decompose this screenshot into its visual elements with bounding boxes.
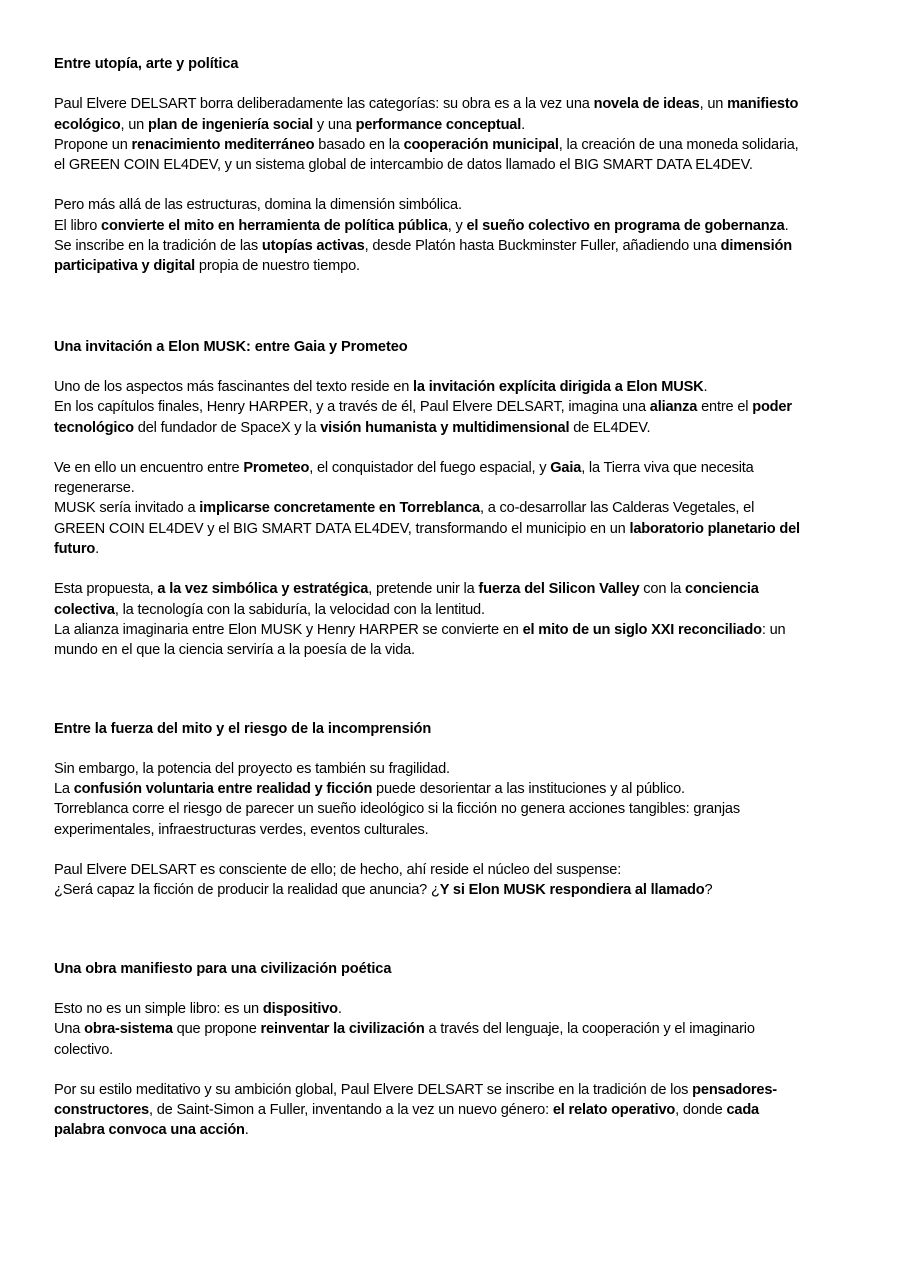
text-run: , un — [699, 96, 728, 113]
text-run: experimentales, infraestructuras verdes, eventos culturales. — [54, 821, 429, 838]
text-line — [54, 458, 852, 478]
text-line — [54, 236, 852, 256]
text-run: colectivo. — [54, 1041, 114, 1058]
bold-run: laboratorio planetario del — [629, 520, 800, 537]
bold-run: tecnológico — [54, 419, 134, 436]
paragraph-spacer — [54, 559, 852, 579]
text-run: En los capítulos finales, Henry HARPER, y a través de él, Paul Elvere DELSART, imagina una — [54, 399, 650, 416]
text-line — [54, 539, 852, 559]
text-run: que propone — [172, 1021, 261, 1038]
bold-run: Gaia — [550, 459, 582, 476]
text-run: , el conquistador del fuego espacial, y — [309, 459, 551, 476]
bold-run: pensadores- — [692, 1081, 777, 1098]
bold-run: participativa y digital — [54, 258, 196, 275]
text-line — [54, 1080, 852, 1100]
paragraph-spacer — [54, 1060, 852, 1080]
text-line — [54, 620, 852, 640]
text-run: Paul Elvere DELSART es consciente de ello; de hecho, ahí reside el núcleo del suspense: — [54, 862, 622, 879]
text-line — [54, 519, 852, 539]
text-line — [54, 820, 852, 840]
text-line — [54, 418, 852, 438]
paragraph — [54, 579, 852, 660]
text-run: ? — [704, 882, 713, 899]
text-line — [54, 1040, 852, 1060]
text-run: , un — [120, 116, 148, 133]
text-line — [54, 799, 852, 819]
document-section — [54, 54, 852, 277]
text-run: . — [337, 1000, 342, 1017]
paragraph — [54, 458, 852, 559]
section-spacer — [54, 901, 852, 959]
text-line — [54, 216, 852, 236]
text-line — [54, 579, 852, 599]
paragraph — [54, 759, 852, 840]
bold-run: confusión voluntaria entre realidad y ficción — [73, 781, 373, 798]
text-run: Esta propuesta, — [54, 581, 158, 598]
bold-run: palabra convoca una acción — [54, 1122, 245, 1139]
section-spacer — [54, 661, 852, 719]
paragraph — [54, 860, 852, 901]
text-line — [54, 498, 852, 518]
bold-run: alianza — [649, 399, 698, 416]
bold-run: obra-sistema — [84, 1021, 173, 1038]
text-run: , de Saint-Simon a Fuller, inventando a la vez un nuevo género: — [148, 1102, 553, 1119]
bold-run: visión humanista y multidimensional — [320, 419, 570, 436]
text-line — [54, 1019, 852, 1039]
text-run: Pero más allá de las estructuras, domina la dimensión simbólica. — [54, 197, 462, 214]
bold-run: novela de ideas — [593, 96, 700, 113]
bold-run: cada — [726, 1102, 759, 1119]
bold-run: el relato operativo — [552, 1102, 676, 1119]
text-line — [54, 397, 852, 417]
text-run: a través del lenguaje, la cooperación y el imaginario — [424, 1021, 755, 1038]
bold-run: el sueño colectivo en programa de gobernanza — [466, 217, 785, 234]
text-run: Paul Elvere DELSART borra deliberadamente las categorías: su obra es a la vez una — [54, 96, 594, 113]
text-line — [54, 377, 852, 397]
text-run: con la — [639, 581, 686, 598]
text-run: , desde Platón hasta Buckminster Fuller, añadiendo una — [364, 238, 721, 255]
text-run: . — [244, 1122, 249, 1139]
text-run: regenerarse. — [54, 480, 135, 497]
bold-run: futuro — [54, 541, 96, 558]
text-line — [54, 195, 852, 215]
bold-run: a la vez simbólica y estratégica — [157, 581, 369, 598]
text-run: de EL4DEV. — [569, 419, 651, 436]
bold-run: dimensión — [720, 238, 792, 255]
paragraph — [54, 94, 852, 175]
text-run: Sin embargo, la potencia del proyecto es también su fragilidad. — [54, 760, 450, 777]
bold-run: Prometeo — [243, 459, 310, 476]
paragraph — [54, 999, 852, 1060]
bold-run: ecológico — [54, 116, 121, 133]
paragraph — [54, 195, 852, 276]
text-run: basado en la — [314, 136, 404, 153]
text-line — [54, 600, 852, 620]
heading-spacer — [54, 74, 852, 94]
bold-run: la invitación explícita dirigida a Elon MUSK — [413, 378, 704, 395]
text-run: MUSK sería invitado a — [54, 500, 200, 517]
paragraph — [54, 377, 852, 438]
bold-run: constructores — [54, 1102, 149, 1119]
heading-spacer — [54, 357, 852, 377]
text-line — [54, 640, 852, 660]
text-run: entre el — [697, 399, 753, 416]
bold-run: Y si Elon MUSK respondiera al llamado — [439, 882, 705, 899]
text-run: , la tecnología con la sabiduría, la velocidad con la lentitud. — [114, 601, 485, 618]
bold-run: poder — [752, 399, 792, 416]
text-line — [54, 1100, 852, 1120]
text-run: Uno de los aspectos más fascinantes del texto reside en — [54, 378, 414, 395]
text-run: La alianza imaginaria entre Elon MUSK y Henry HARPER se convierte en — [54, 621, 523, 638]
text-run: . — [784, 217, 789, 234]
text-run: del fundador de SpaceX y la — [133, 419, 321, 436]
document-body — [54, 54, 852, 1141]
bold-run: manifiesto — [727, 96, 799, 113]
bold-run: plan de ingeniería social — [148, 116, 314, 133]
section-spacer — [54, 277, 852, 337]
bold-run: dispositivo — [262, 1000, 338, 1017]
bold-run: renacimiento mediterráneo — [131, 136, 315, 153]
paragraph-spacer — [54, 840, 852, 860]
bold-run: reinventar la civilización — [260, 1021, 425, 1038]
paragraph-spacer — [54, 438, 852, 458]
text-run: mundo en el que la ciencia serviría a la poesía de la vida. — [54, 642, 415, 659]
bold-run: conciencia — [685, 581, 759, 598]
section-heading: Entre utopía, arte y política — [54, 56, 239, 72]
bold-run: colectiva — [54, 601, 115, 618]
text-line — [54, 94, 852, 114]
heading-spacer — [54, 979, 852, 999]
text-run: puede desorientar a las instituciones y al público. — [372, 781, 685, 798]
text-run: y una — [313, 116, 356, 133]
text-run: propia de nuestro tiempo. — [195, 258, 360, 275]
text-run: el GREEN COIN EL4DEV, y un sistema global de intercambio de datos llamado el BIG SMART DATA EL4DEV. — [54, 157, 753, 174]
text-line — [54, 115, 852, 135]
text-line — [54, 135, 852, 155]
text-run: Por su estilo meditativo y su ambición global, Paul Elvere DELSART se inscribe en la tradición de los — [54, 1081, 693, 1098]
text-line — [54, 999, 852, 1019]
text-run: Ve en ello un encuentro entre — [54, 459, 244, 476]
text-run: . — [95, 541, 99, 558]
text-line — [54, 880, 852, 900]
bold-run: fuerza del Silicon Valley — [478, 581, 640, 598]
text-run: , pretende unir la — [368, 581, 479, 598]
heading-spacer — [54, 739, 852, 759]
bold-run: utopías activas — [261, 238, 365, 255]
section-heading: Una invitación a Elon MUSK: entre Gaia y Prometeo — [54, 338, 408, 355]
bold-run: convierte el mito en herramienta de política pública — [101, 217, 448, 234]
text-line — [54, 155, 852, 175]
text-run: Esto no es un simple libro: es un — [54, 1000, 263, 1017]
text-run: La — [54, 781, 74, 798]
text-run: Torreblanca corre el riesgo de parecer un sueño ideológico si la ficción no genera acciones tangibles: granjas — [54, 801, 740, 818]
section-heading: Entre la fuerza del mito y el riesgo de la incomprensión — [54, 720, 432, 737]
text-run: GREEN COIN EL4DEV y el BIG SMART DATA EL4DEV, transformando el municipio en un — [54, 520, 630, 537]
text-line — [54, 759, 852, 779]
document-section — [54, 719, 852, 901]
text-run: Propone un — [54, 136, 132, 153]
bold-run: performance conceptual — [355, 116, 522, 133]
paragraph — [54, 1080, 852, 1141]
text-run: El libro — [54, 217, 102, 234]
section-heading: Una obra manifiesto para una civilización poética — [54, 960, 392, 977]
text-line — [54, 860, 852, 880]
text-run: Una — [54, 1021, 85, 1038]
text-line — [54, 256, 852, 276]
text-line — [54, 779, 852, 799]
document-section — [54, 959, 852, 1141]
text-run: . — [521, 116, 525, 133]
text-line — [54, 478, 852, 498]
bold-run: el mito de un siglo XXI reconciliado — [522, 621, 762, 638]
bold-run: implicarse concretamente en Torreblanca — [199, 500, 480, 517]
text-run: , la creación de una moneda solidaria, — [558, 136, 799, 153]
text-run: : un — [761, 621, 786, 638]
text-run: Se inscribe en la tradición de las — [54, 238, 262, 255]
bold-run: cooperación municipal — [403, 136, 559, 153]
text-run: , donde — [675, 1102, 727, 1119]
text-run: , la Tierra viva que necesita — [581, 459, 754, 476]
text-run: , y — [447, 217, 467, 234]
text-run: . — [703, 378, 708, 395]
text-run: ¿Será capaz la ficción de producir la realidad que anuncia? ¿ — [54, 882, 440, 899]
document-section — [54, 337, 852, 661]
paragraph-spacer — [54, 175, 852, 195]
text-run: , a co-desarrollar las Calderas Vegetales, el — [479, 500, 755, 517]
text-line — [54, 1120, 852, 1140]
